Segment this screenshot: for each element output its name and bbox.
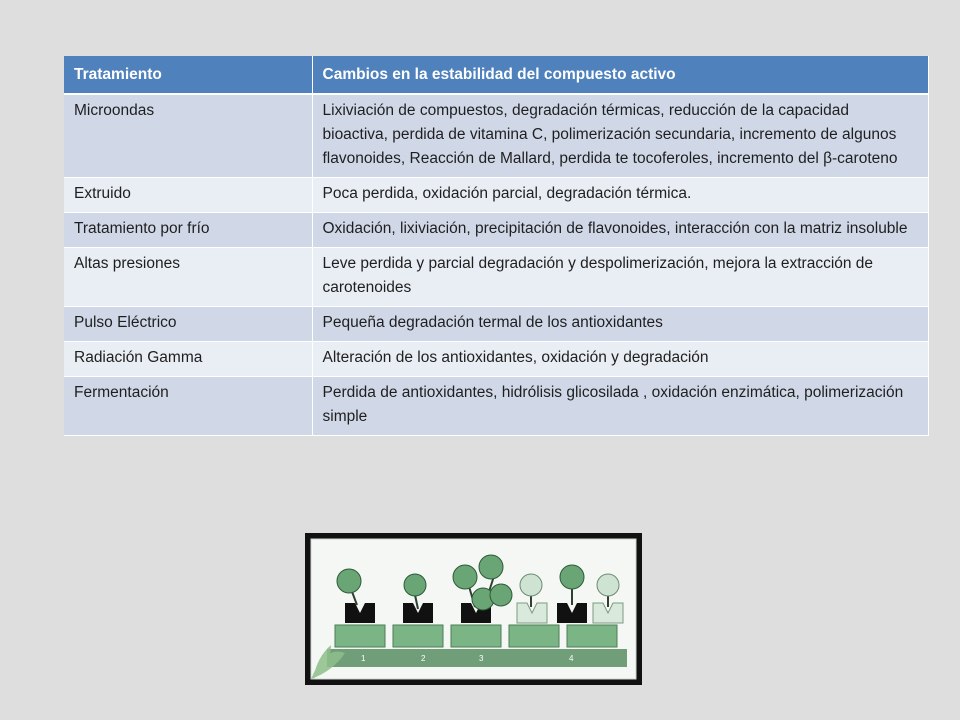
treatment-cell: Radiación Gamma [64, 342, 312, 377]
table-header-row [64, 56, 928, 94]
header-treatment: Tratamiento [64, 56, 312, 94]
table-row [64, 213, 928, 248]
table-row [64, 94, 928, 178]
treatment-table [64, 56, 929, 436]
treatment-cell: Microondas [64, 94, 312, 178]
step-label: 3 [479, 654, 484, 663]
step-label: 4 [569, 654, 574, 663]
changes-cell: Alteración de los antioxidantes, oxidación y degradación [312, 342, 928, 377]
table-row [64, 342, 928, 377]
table-row [64, 248, 928, 307]
header-changes: Cambios en la estabilidad del compuesto activo [312, 56, 928, 94]
treatment-cell: Pulso Eléctrico [64, 307, 312, 342]
treatment-cell: Tratamiento por frío [64, 213, 312, 248]
treatment-cell: Altas presiones [64, 248, 312, 307]
enzyme-binding-figure [305, 533, 642, 685]
changes-cell: Poca perdida, oxidación parcial, degradación térmica. [312, 178, 928, 213]
step-label: 1 [361, 654, 366, 663]
enzyme-binding-illustration [305, 533, 642, 685]
table-row [64, 178, 928, 213]
table-row [64, 307, 928, 342]
treatment-cell: Extruido [64, 178, 312, 213]
changes-cell: Oxidación, lixiviación, precipitación de flavonoides, interacción con la matriz insoluble [312, 213, 928, 248]
table-row [64, 377, 928, 436]
changes-cell: Lixiviación de compuestos, degradación térmicas, reducción de la capacidad bioactiva, perdida de vitamina C, polimerización secundaria, incremento de algunos flavonoides, Reacción de Mallard, perdida te tocoferoles, incremento del β-caroteno [312, 94, 928, 178]
changes-cell: Leve perdida y parcial degradación y despolimerización, mejora la extracción de carotenoides [312, 248, 928, 307]
changes-cell: Perdida de antioxidantes, hidrólisis glicosilada , oxidación enzimática, polimerización simple [312, 377, 928, 436]
changes-cell: Pequeña degradación termal de los antioxidantes [312, 307, 928, 342]
step-label: 2 [421, 654, 426, 663]
treatment-cell: Fermentación [64, 377, 312, 436]
